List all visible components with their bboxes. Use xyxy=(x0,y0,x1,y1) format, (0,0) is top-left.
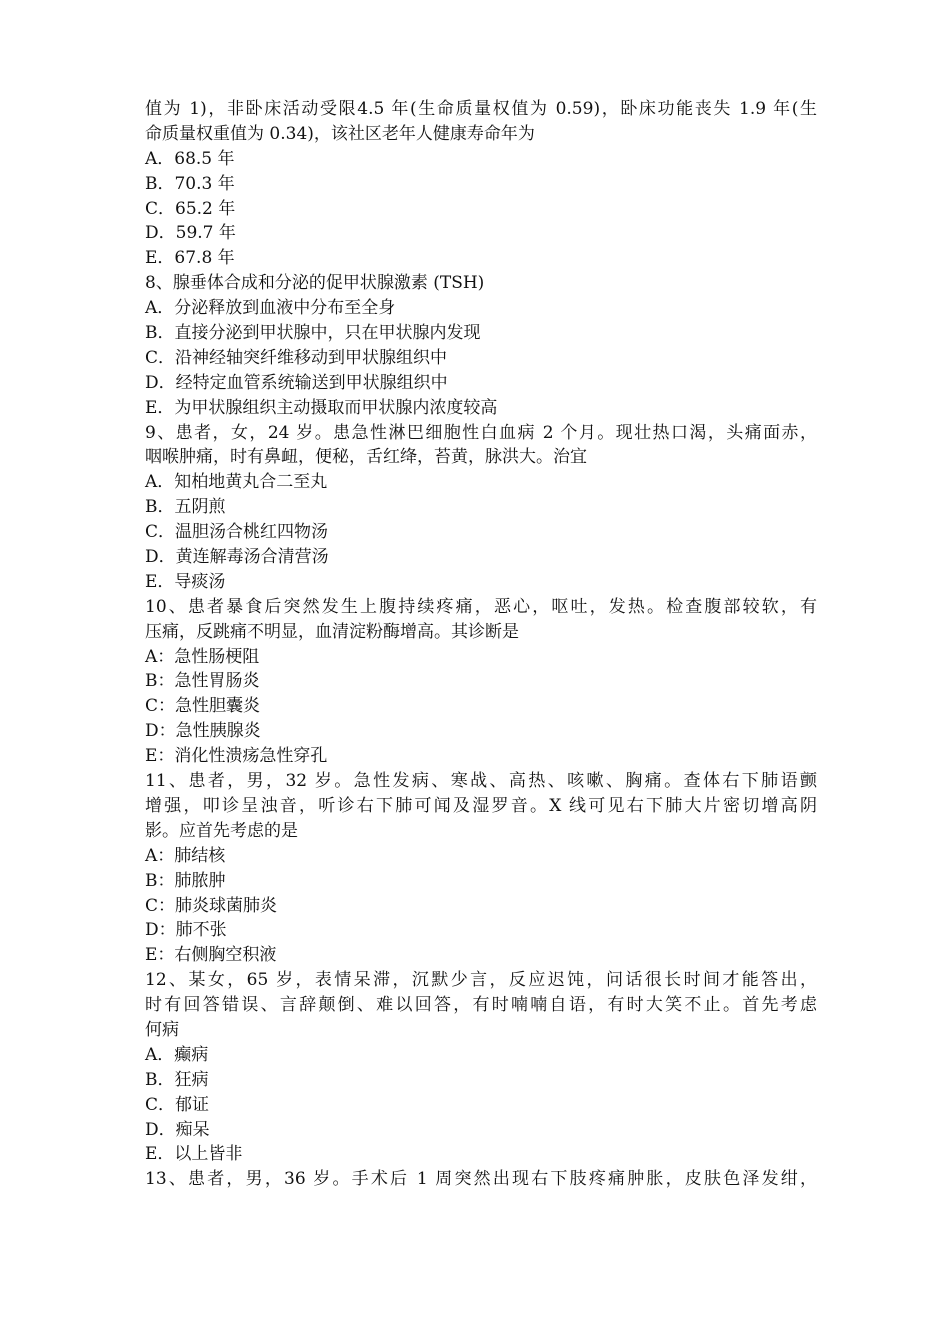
question-10-option-d: D：急性胰腺炎 xyxy=(145,721,261,742)
question-9-option-b: B．五阴煎 xyxy=(145,497,226,518)
question-7-stem-line-2: 命质量权重值为 0.34)，该社区老年人健康寿命年为 xyxy=(145,123,535,144)
question-7-option-c: C．65.2 年 xyxy=(145,198,236,219)
question-9-option-c: C．温胆汤合桃红四物汤 xyxy=(145,522,329,543)
question-7-option-d: D．59.7 年 xyxy=(145,223,236,244)
question-10-option-c: C：急性胆囊炎 xyxy=(145,696,261,717)
question-10-stem-line-2: 压痛，反跳痛不明显，血清淀粉酶增高。其诊断是 xyxy=(145,621,519,642)
question-8-option-b: B．直接分泌到甲状腺中，只在甲状腺内发现 xyxy=(145,323,481,344)
question-10-option-a: A：急性肠梗阻 xyxy=(145,646,260,667)
question-11-stem-line-1: 11、患者，男，32 岁。急性发病、寒战、高热、咳嗽、胸痛。查体右下肺语颤 xyxy=(145,771,817,792)
question-8-option-e: E．为甲状腺组织主动摄取而甲状腺内浓度较高 xyxy=(145,397,498,418)
question-11-option-b: B：肺脓肿 xyxy=(145,870,226,891)
question-8-option-a: A．分泌释放到血液中分布至全身 xyxy=(145,298,396,319)
question-12-option-a: A．癫病 xyxy=(145,1044,209,1065)
question-9-option-e: E．导痰汤 xyxy=(145,571,226,592)
question-10-option-e: E：消化性溃疡急性穿孔 xyxy=(145,746,328,767)
question-12-stem-line-1: 12、某女，65 岁，表情呆滞，沉默少言，反应迟饨，问话很长时间才能答出， xyxy=(145,970,817,991)
question-12-option-e: E．以上皆非 xyxy=(145,1144,243,1165)
question-10-stem-line-1: 10、患者暴食后突然发生上腹持续疼痛，恶心，呕吐，发热。检查腹部较软，有 xyxy=(145,596,817,617)
question-7-option-a: A．68.5 年 xyxy=(145,148,235,169)
question-12-stem-line-3: 何病 xyxy=(145,1019,179,1040)
question-11-option-a: A：肺结核 xyxy=(145,845,226,866)
question-12-stem-line-2: 时有回答错误、言辞颠倒、难以回答，有时喃喃自语，有时大笑不止。首先考虑 xyxy=(145,995,817,1016)
question-11-option-c: C：肺炎球菌肺炎 xyxy=(145,895,278,916)
question-7-stem-line-1: 值为 1)，非卧床活动受限4.5 年(生命质量权值为 0.59)，卧床功能丧失 1.9 年(生 xyxy=(145,99,817,119)
question-11-option-e: E：右侧胸空积液 xyxy=(145,945,277,966)
question-7-option-b: B．70.3 年 xyxy=(145,173,235,194)
question-9-option-d: D．黄连解毒汤合清营汤 xyxy=(145,547,329,568)
question-10-option-b: B：急性胃肠炎 xyxy=(145,671,260,692)
question-11-stem-line-3: 影。应首先考虑的是 xyxy=(145,820,298,841)
question-9-stem-line-2: 咽喉肿痛，时有鼻衄，便秘，舌红绛，苔黄，脉洪大。治宜 xyxy=(145,447,587,468)
question-7-option-e: E．67.8 年 xyxy=(145,248,235,269)
question-9-stem-line-1: 9、患者，女，24 岁。患急性淋巴细胞性白血病 2 个月。现壮热口渴，头痛面赤， xyxy=(145,422,817,443)
document-page xyxy=(145,97,817,1192)
question-13-stem-line-1: 13、患者，男，36 岁。手术后 1 周突然出现右下肢疼痛肿胀，皮肤色泽发绀， xyxy=(145,1169,817,1190)
question-8-stem: 8、腺垂体合成和分泌的促甲状腺激素 (TSH) xyxy=(145,273,485,294)
question-11-stem-line-2: 增强，叩诊呈浊音，听诊右下肺可闻及湿罗音。X 线可见右下肺大片密切增高阴 xyxy=(145,795,817,816)
question-8-option-c: C．沿神经轴突纤维移动到甲状腺组织中 xyxy=(145,347,448,368)
question-12-option-c: C．郁证 xyxy=(145,1094,210,1115)
question-11-option-d: D：肺不张 xyxy=(145,920,227,941)
question-9-option-a: A．知柏地黄丸合二至丸 xyxy=(145,472,328,493)
question-12-option-d: D．痴呆 xyxy=(145,1119,210,1140)
question-12-option-b: B．狂病 xyxy=(145,1069,209,1090)
question-8-option-d: D．经特定血管系统输送到甲状腺组织中 xyxy=(145,372,448,393)
